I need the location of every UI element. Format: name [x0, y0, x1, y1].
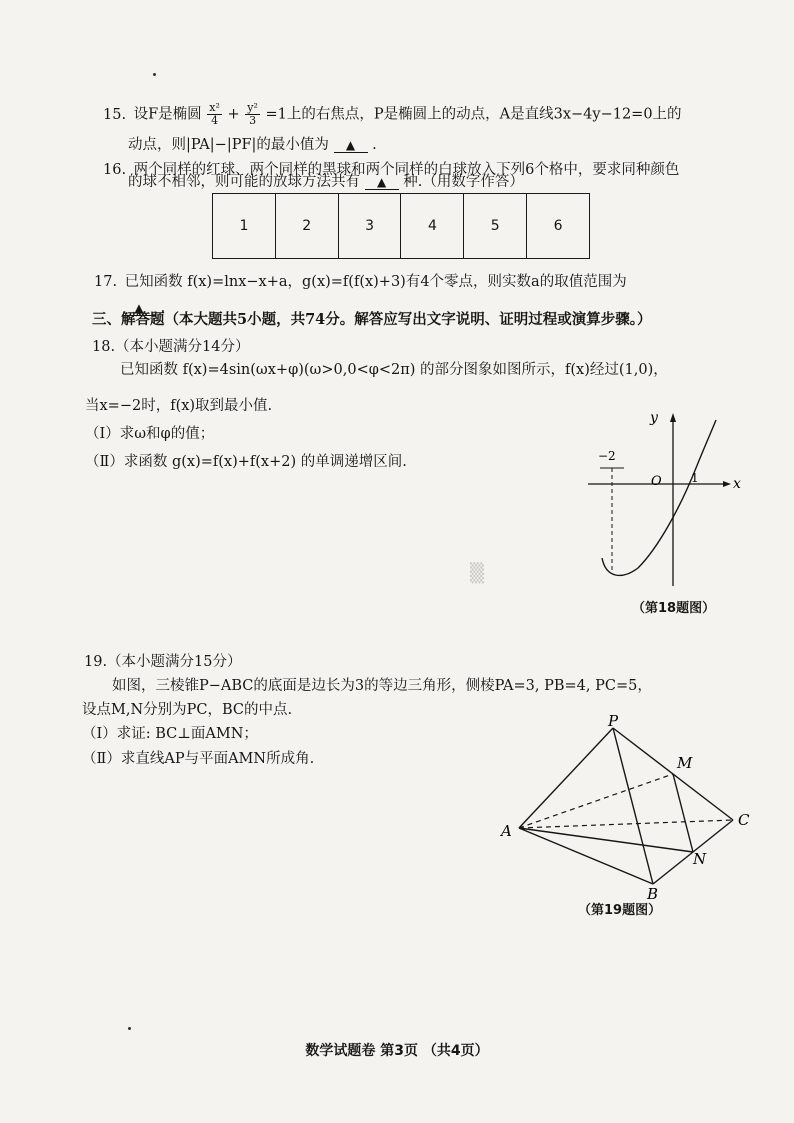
q17-end: . [160, 300, 166, 316]
label-C: C [738, 811, 750, 829]
q16-text-c: 种.（用数字作答） [403, 174, 524, 190]
edge-AC-dashed [519, 820, 733, 828]
q15-frac-y-den: 3 [249, 114, 257, 127]
q19-line1: 如图，三棱锥P−ABC的底面是边长为3的等边三角形，侧棱PA=3, PB=4, PC=5， [112, 678, 652, 694]
edge-AB [519, 828, 653, 884]
grid-cell-4: 4 [401, 194, 464, 258]
q15-text-a: 设F是椭圆 [133, 106, 202, 123]
q15-answer-blank: ▲ [334, 138, 368, 153]
x-axis-arrow-icon [723, 481, 731, 487]
q16-answer-blank: ▲ [365, 175, 399, 190]
label-one: 1 [691, 471, 699, 485]
q18-line1: 已知函数 f(x)=4sin(ωx+φ)(ω>0,0<φ<2π) 的部分图象如图所示，f(x)经过(1,0)， [120, 362, 668, 378]
grid-cell-1: 1 [213, 194, 276, 258]
segment-MN [673, 774, 693, 852]
label-N: N [693, 850, 707, 868]
q19-line2: 设点M,N分别为PC，BC的中点. [82, 702, 293, 718]
grid-cell-2: 2 [276, 194, 339, 258]
edge-PB [613, 728, 653, 884]
y-axis-arrow-icon [670, 413, 676, 422]
q15-line2 [128, 135, 377, 155]
q19-part2: （Ⅱ）求直线AP与平面AMN所成角. [82, 751, 315, 767]
q17-line1 [94, 272, 627, 292]
label-M: M [677, 754, 693, 772]
q16-ball-grid [212, 193, 590, 259]
q17-text: 已知函数 f(x)=lnx−x+a，g(x)=f(f(x)+3)有4个零点，则实数a的取值范围为 [124, 274, 627, 290]
label-origin: O [651, 474, 662, 489]
q18-header: 18.（本小题满分14分） [92, 339, 250, 355]
grid-cell-3: 3 [339, 194, 402, 258]
q16-number: 16. [103, 162, 127, 178]
label-neg2: −2 [598, 449, 616, 463]
label-y: y [650, 410, 658, 426]
q15-frac-x-num: x² [209, 101, 220, 114]
q18-sine-graph [588, 408, 758, 588]
q15-line1 [103, 102, 682, 127]
q15-fraction-x [207, 102, 222, 127]
section3-desc: （本大题共5小题，共74分。解答应写出文字说明、证明过程或演算步骤。） [164, 311, 652, 328]
q15-text-c: 动点，则|PA|−|PF|的最小值为 [128, 137, 329, 153]
page-footer: 数学试题卷 第3页 （共4页） [305, 1043, 489, 1059]
q15-plus: + [227, 106, 240, 123]
section3-label: 三、解答题 [92, 311, 165, 328]
q15-frac-y-num: y² [247, 101, 258, 114]
edge-AP [519, 728, 613, 828]
label-x: x [733, 476, 741, 492]
q18-figure-caption: （第18题图） [632, 601, 716, 616]
section3-heading [92, 310, 652, 330]
scan-speck [128, 1027, 131, 1030]
label-B: B [647, 885, 659, 902]
q15-frac-x-den: 4 [211, 114, 219, 127]
q15-text-b: =1上的右焦点，P是椭圆上的动点，A是直线3x−4y−12=0上的 [265, 106, 682, 123]
grid-cell-6: 6 [553, 218, 563, 234]
sine-curve [602, 420, 716, 575]
q18-part1: （Ⅰ）求ω和φ的值； [85, 426, 215, 442]
q17-answer-blank: ▲ [122, 301, 156, 316]
segment-AN [519, 828, 693, 852]
q15-fraction-y [245, 102, 260, 127]
q16-text-a: 两个同样的红球、两个同样的黑球和两个同样的白球放入下列6个格中，要求同种颜色 [133, 162, 680, 178]
label-P: P [608, 712, 619, 730]
q15-number: 15. [103, 106, 127, 123]
q19-header: 19.（本小题满分15分） [84, 654, 242, 670]
bleed-through-mark: ▒ [470, 563, 484, 584]
q19-part1: （Ⅰ）求证: BC⊥面AMN； [82, 726, 258, 742]
segment-AM-dashed [519, 774, 673, 828]
label-A: A [501, 822, 512, 840]
q16-text-b: 的球不相邻，则可能的放球方法共有 [128, 174, 360, 190]
q15-text-d: . [372, 137, 377, 153]
q18-part2: （Ⅱ）求函数 g(x)=f(x)+f(x+2) 的单调递增区间. [85, 454, 407, 470]
grid-cell-5: 5 [464, 194, 527, 258]
q19-pyramid-figure [495, 712, 765, 902]
q16-line2 [128, 172, 524, 192]
scan-speck [153, 73, 156, 76]
q17-number: 17. [94, 274, 118, 290]
q19-figure-caption: （第19题图） [578, 903, 662, 918]
q18-line2: 当x=−2时，f(x)取到最小值. [85, 398, 273, 414]
